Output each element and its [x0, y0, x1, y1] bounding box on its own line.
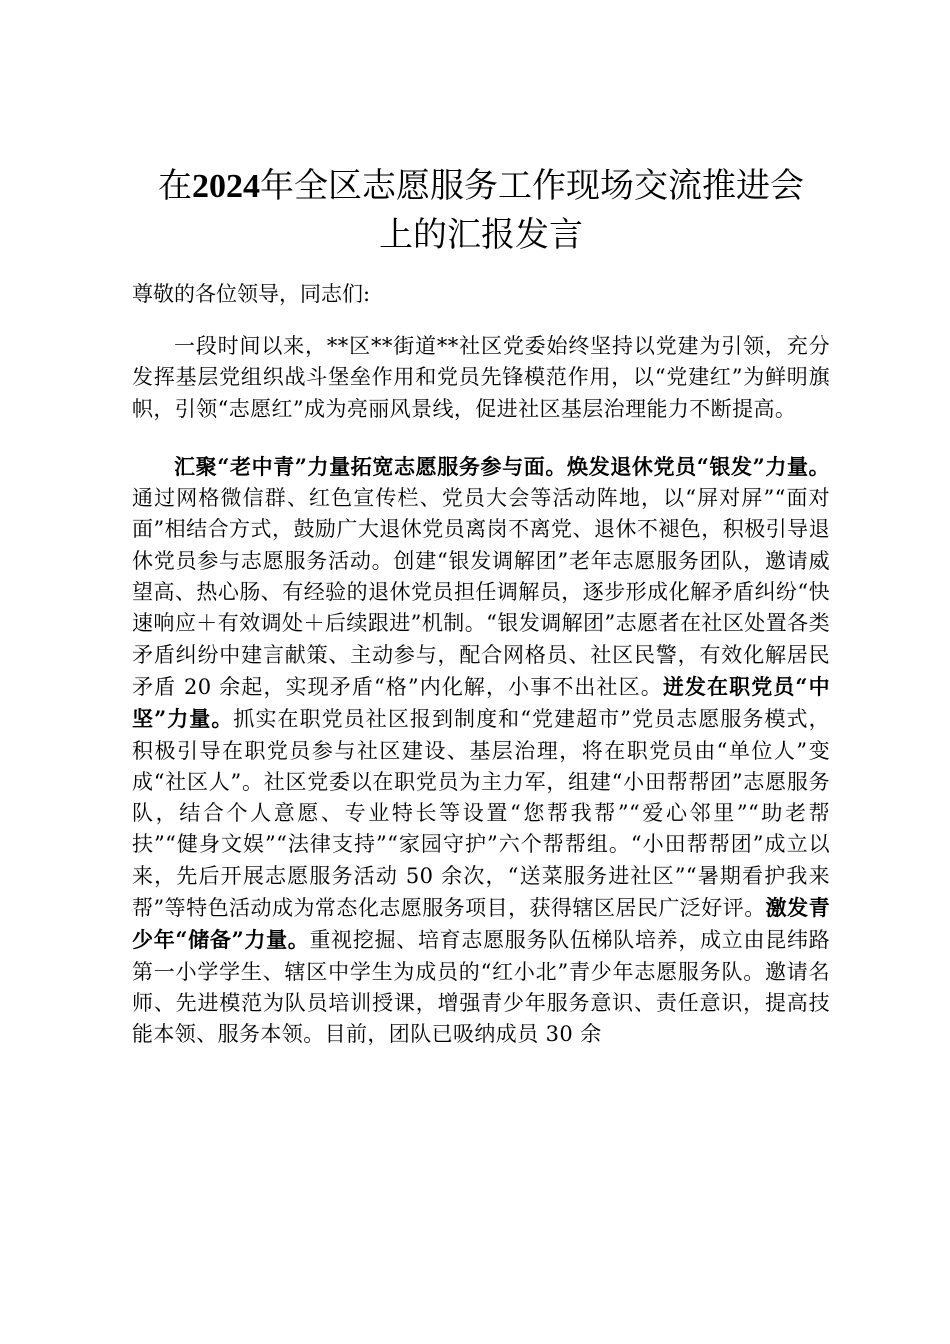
title-year: 2024: [192, 168, 260, 205]
title-prefix: 在: [158, 166, 192, 206]
title-line1-rest: 年全区志愿服务工作现场交流推进会: [260, 166, 804, 206]
section-paragraph: [132, 451, 830, 1051]
subheading-retired: 焕发退休党员“银发”力量。: [566, 453, 831, 479]
section-heading: 汇聚“老中青”力量拓宽志愿服务参与面。: [174, 453, 567, 479]
title-line2: 上的汇报发言: [379, 215, 583, 255]
text-retired: 通过网格微信群、红色宣传栏、党员大会等活动阵地，以“屏对屏”“面对面”相结合方式，鼓励广大退休党员离岗不离党、退休不褪色，积极引导退休党员参与志愿服务活动。创建“银发调解团”老年志愿服务团队，邀请威望高、热心肠、有经验的退休党员担任调解员，逐步形成化解矛盾纠纷“快速响应＋有效调处＋后续跟进”机制。“银发调解团”志愿者在社区处置各类矛盾纠纷中建言献策、主动参与，配合网格员、社区民警，有效化解居民矛盾 20 余起，实现矛盾“格”内化解，小事不出社区。: [132, 486, 830, 699]
subheading-working: 迸发在职党员“中坚”力量。: [132, 673, 831, 732]
subheading-youth: 激发青少年“储备”力量。: [132, 895, 831, 953]
document-title: [132, 0, 830, 259]
text-working: 抓实在职党员社区报到制度和“党建超市”党员志愿服务模式，积极引导在职党员参与社区建设、基层治理，将在职党员由“单位人”变成“社区人”。社区党委以在职党员为主力军，组建“小田帮帮团”志愿服务队，结合个人意愿、专业特长等设置“您帮我帮”“爱心邻里”“助老帮扶”“健身文娱”“法律支持”“家园守护”六个帮帮组。“小田帮帮团”成立以来，先后开展志愿服务活动 50 余次，“送菜服务进社区”“暑期看护我来帮”等特色活动成为常态化志愿服务项目，获得辖区居民广泛好评。: [132, 707, 830, 921]
intro-paragraph: 一段时间以来，**区**街道**社区党委始终坚持以党建为引领，充分发挥基层党组织战斗堡垒作用和党员先锋模范作用，以“党建红”为鲜明旗帜，引领“志愿红”成为亮丽风景线，促进社区基层治理能力不断提高。: [132, 334, 830, 421]
text-youth: 重视挖掘、培育志愿服务队伍梯队培养，成立由昆纬路第一小学学生、辖区中学生为成员的“红小北”青少年志愿服务队。邀请名师、先进模范为队员培训授课，增强青少年服务意识、责任意识，提高技能本领、服务本领。目前，团队已吸纳成员 30 余: [132, 928, 830, 1047]
greeting: 尊敬的各位领导，同志们:: [132, 282, 371, 306]
